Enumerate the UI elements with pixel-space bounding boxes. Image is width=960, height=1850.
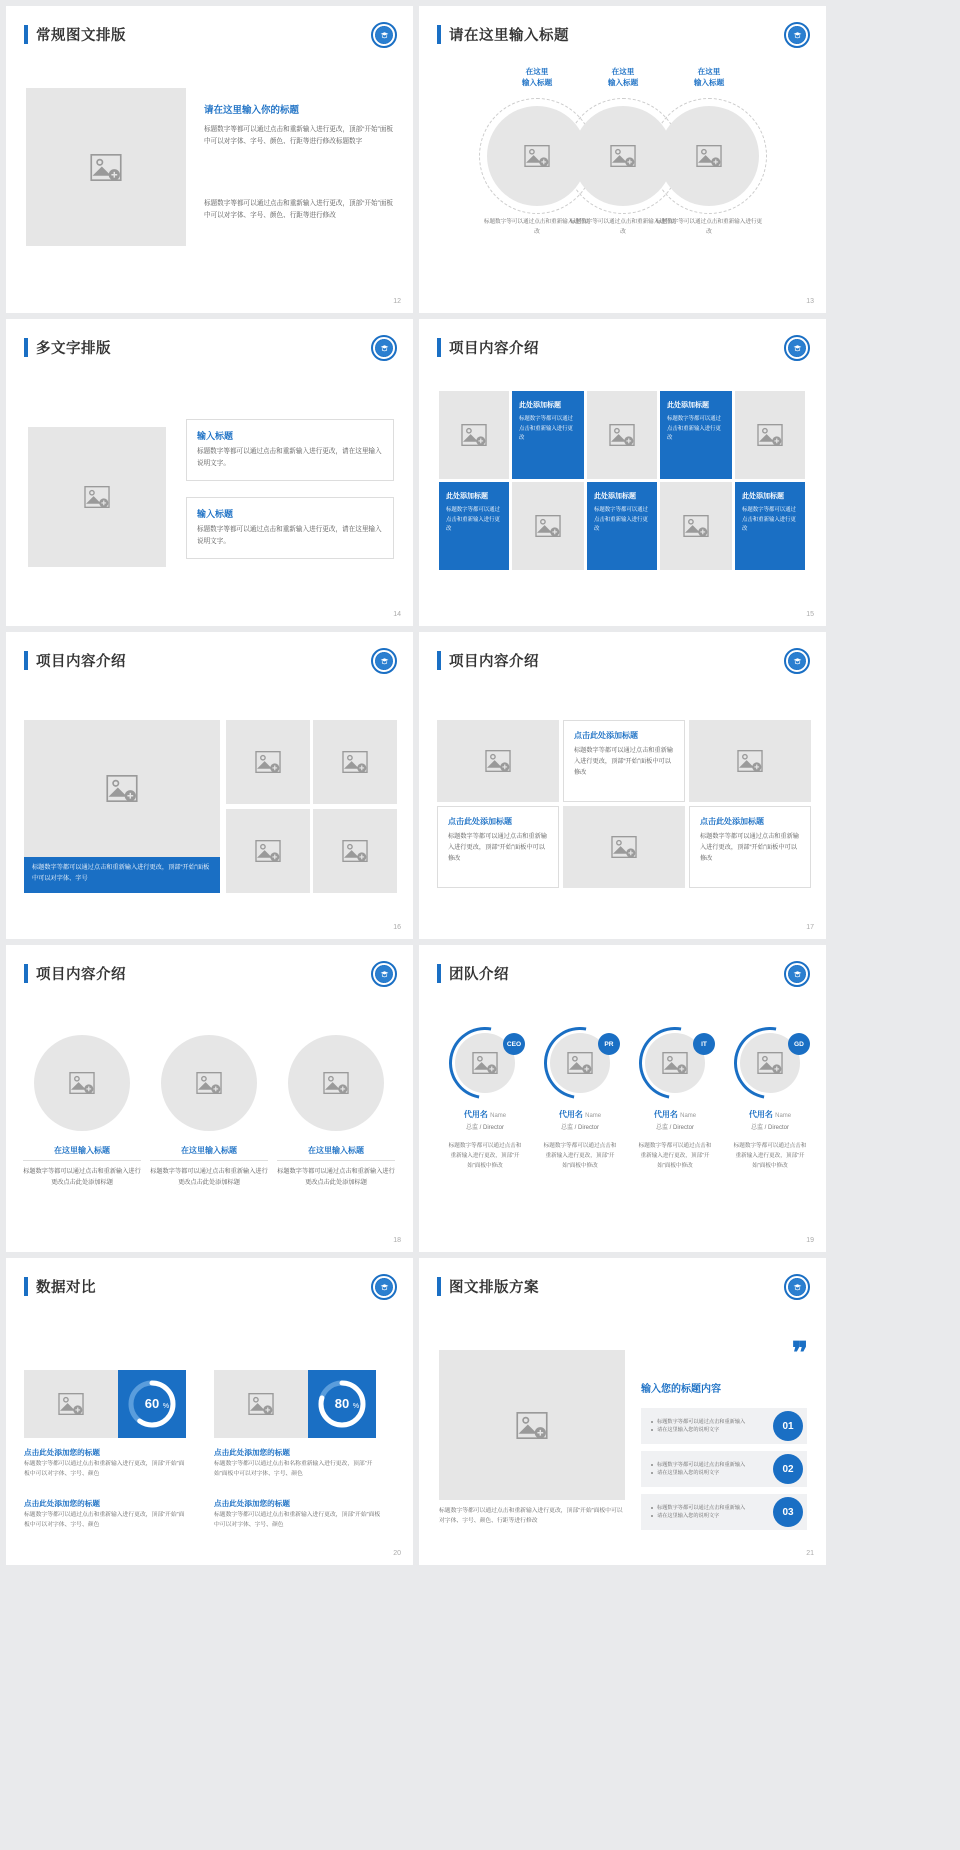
logo-badge <box>784 22 810 48</box>
image-caption: 标题数字等都可以通过点击和重新输入进行更改，顶部“开始”面板中可以对字体、字号、颜色、行距等进行修改 <box>439 1508 623 1525</box>
image-placeholder[interactable] <box>226 809 310 893</box>
image-icon <box>461 424 487 446</box>
image-placeholder[interactable] <box>512 482 584 570</box>
circle-label-3: 在这里 输入标题 <box>693 67 725 88</box>
circle-caption-3: 标题数字等可以通过点击和重新输入进行更改 <box>655 219 763 235</box>
logo-badge <box>371 335 397 361</box>
list-line-2: 请在这里输入您的说明文字 <box>651 1469 767 1477</box>
image-caption: 标题数字等都可以通过点击和重新输入进行更改，顶部“开始”面板中可以对字体、字号 <box>24 857 220 893</box>
image-icon <box>69 1072 95 1094</box>
slide-title <box>437 1276 539 1297</box>
image-icon <box>610 145 636 167</box>
caption-heading: 在这里输入标题 <box>23 1145 141 1161</box>
image-placeholder[interactable] <box>34 1035 130 1131</box>
list-item-text <box>641 1504 773 1520</box>
logo-badge <box>371 648 397 674</box>
image-icon <box>90 154 122 181</box>
avatar[interactable] <box>544 1027 616 1099</box>
shield-icon <box>792 969 803 980</box>
slide-title <box>437 337 539 358</box>
caption-body: 标题数字等都可以通过点击和重新输入进行更改点击此处添加标题 <box>23 1168 141 1187</box>
text-card-2 <box>186 497 394 559</box>
image-icon <box>84 486 110 508</box>
image-icon <box>757 1052 783 1074</box>
member-name-cn: 代用名 <box>653 1110 678 1119</box>
logo-badge <box>371 22 397 48</box>
body-paragraph-2: 标题数字等都可以通过点击和重新输入进行更改，顶部“开始”面板中可以对字体、字号、颜色、行距等进行修改 <box>204 200 394 219</box>
image-placeholder[interactable] <box>214 1370 308 1438</box>
shield-icon <box>379 969 390 980</box>
data-card-2 <box>214 1370 376 1438</box>
slide-19 <box>419 945 826 1252</box>
slide-13 <box>419 6 826 313</box>
logo-badge <box>371 1274 397 1300</box>
tile-body: 标题数字等都可以通过点击和重新输入进行更改 <box>667 416 721 442</box>
caption-block-1 <box>23 1145 141 1188</box>
member-name-cn: 代用名 <box>463 1110 488 1119</box>
tile-heading: 此处添加标题 <box>519 402 561 409</box>
page-number: 17 <box>806 924 814 931</box>
slide-title <box>437 24 569 45</box>
member-name-en: Name <box>775 1113 792 1119</box>
tile-heading: 此处添加标题 <box>594 493 636 500</box>
tile-body: 标题数字等都可以通过点击和重新输入进行更改 <box>742 507 796 533</box>
slide-12 <box>6 6 413 313</box>
member-name-en: Name <box>585 1113 602 1119</box>
role-tag: GD <box>788 1033 810 1055</box>
slide-title <box>24 24 126 45</box>
shield-icon <box>379 656 390 667</box>
image-placeholder[interactable] <box>437 720 559 802</box>
image-placeholder[interactable] <box>659 106 759 206</box>
image-icon <box>683 515 709 537</box>
page-title: 项目内容介绍 <box>449 341 539 357</box>
title-accent-bar <box>437 651 441 670</box>
member-name-en: Name <box>680 1113 697 1119</box>
slide-title <box>24 337 111 358</box>
image-placeholder[interactable] <box>28 427 166 567</box>
list-line-1: 标题数字等都可以通过点击和重新输入 <box>651 1504 767 1512</box>
image-icon <box>106 775 138 802</box>
circle-label-2: 在这里 输入标题 <box>607 67 639 88</box>
list-line-2: 请在这里输入您的说明文字 <box>651 1512 767 1520</box>
page-title: 项目内容介绍 <box>36 654 126 670</box>
card-heading-1: 点击此处添加您的标题 <box>24 1448 100 1457</box>
image-icon <box>567 1052 593 1074</box>
body-paragraph-1: 标题数字等都可以通过点击和重新输入进行更改，顶部“开始”面板中可以对字体、字号、颜色、行距等进行修改标题数字 <box>204 126 394 145</box>
image-placeholder[interactable] <box>226 720 310 804</box>
member-name <box>441 1109 529 1120</box>
badge-inner <box>375 965 393 983</box>
badge-inner <box>788 1278 806 1296</box>
role-tag: CEO <box>503 1033 525 1055</box>
text-tile-3 <box>439 482 509 570</box>
page-number: 18 <box>393 1237 401 1244</box>
donut-unit: % <box>352 1403 360 1410</box>
avatar[interactable] <box>639 1027 711 1099</box>
title-accent-bar <box>24 964 28 983</box>
card-heading: 输入标题 <box>197 431 234 441</box>
team-member-4 <box>726 1027 814 1171</box>
image-icon <box>342 751 368 773</box>
image-icon <box>662 1052 688 1074</box>
text-tile-2 <box>660 391 732 479</box>
logo-badge <box>784 648 810 674</box>
tile-heading: 此处添加标题 <box>446 493 488 500</box>
page-number: 13 <box>806 298 814 305</box>
image-icon <box>472 1052 498 1074</box>
page-title: 多文字排版 <box>36 341 111 357</box>
tile-body: 标题数字等都可以通过点击和重新输入进行更改 <box>594 507 648 533</box>
text-card-2 <box>437 806 559 888</box>
content-grid <box>437 720 811 888</box>
page-number: 16 <box>393 924 401 931</box>
card-heading-2: 点击此处添加您的标题 <box>214 1448 290 1457</box>
image-icon <box>524 145 550 167</box>
card-heading-4: 点击此处添加您的标题 <box>214 1499 290 1508</box>
card-heading: 输入标题 <box>197 509 234 519</box>
title-accent-bar <box>437 1277 441 1296</box>
shield-icon <box>792 343 803 354</box>
member-name <box>726 1109 814 1120</box>
badge-inner <box>375 652 393 670</box>
progress-donut-1 <box>118 1370 186 1438</box>
slide-20 <box>6 1258 413 1565</box>
badge-inner <box>788 26 806 44</box>
quote-icon: ❞ <box>791 1337 806 1370</box>
image-placeholder[interactable] <box>439 391 509 479</box>
title-accent-bar <box>437 25 441 44</box>
image-icon <box>342 840 368 862</box>
donut-unit: % <box>162 1403 170 1410</box>
team-member-3 <box>631 1027 719 1171</box>
image-placeholder[interactable] <box>660 482 732 570</box>
badge-inner <box>788 339 806 357</box>
card-body-3: 标题数字等都可以通过点击和重新输入进行更改，顶部“开始”面板中可以对字体、字号、颜色 <box>24 1512 185 1528</box>
caption-body: 标题数字等都可以通过点击和重新输入进行更改点击此处添加标题 <box>150 1168 268 1187</box>
member-name-cn: 代用名 <box>558 1110 583 1119</box>
page-title: 项目内容介绍 <box>449 654 539 670</box>
image-icon <box>255 840 281 862</box>
card-body: 标题数字等都可以通过点击和重新输入进行更改，顶部“开始”面板中可以修改 <box>448 833 547 862</box>
page-title: 图文排版方案 <box>449 1280 539 1296</box>
member-role: 总监 / Director <box>750 1125 790 1131</box>
member-desc: 标题数字等都可以通过点击和重新输入进行更改，顶部“开始”面板中修改 <box>448 1143 522 1170</box>
data-card-1 <box>24 1370 186 1438</box>
image-icon <box>609 424 635 446</box>
image-icon <box>248 1393 274 1415</box>
team-member-1 <box>441 1027 529 1171</box>
image-placeholder[interactable] <box>563 806 685 888</box>
shield-icon <box>792 30 803 41</box>
list-number: 02 <box>773 1454 803 1484</box>
card-body-2: 标题数字等都可以通过点击和名称重新输入进行更改，顶部“开始”面板中可以对字体、字号、颜色 <box>214 1461 373 1477</box>
logo-badge <box>784 335 810 361</box>
image-placeholder[interactable] <box>313 720 397 804</box>
image-icon <box>696 145 722 167</box>
slide-title <box>437 963 509 984</box>
donut-chart <box>125 1377 179 1431</box>
list-item-text <box>641 1461 773 1477</box>
page-number: 20 <box>393 1550 401 1557</box>
tile-heading: 此处添加标题 <box>667 402 709 409</box>
card-heading-3: 点击此处添加您的标题 <box>24 1499 100 1508</box>
list-item-text <box>641 1418 773 1434</box>
progress-donut-2 <box>308 1370 376 1438</box>
page-title: 团队介绍 <box>449 967 509 983</box>
slide-16 <box>6 632 413 939</box>
card-heading: 点击此处添加标题 <box>574 731 638 740</box>
caption-heading: 在这里输入标题 <box>150 1145 268 1161</box>
image-placeholder[interactable] <box>735 391 805 479</box>
logo-badge <box>784 1274 810 1300</box>
image-icon <box>737 750 763 772</box>
title-accent-bar <box>24 651 28 670</box>
shield-icon <box>792 1282 803 1293</box>
circle-caption-2: 标题数字等可以通过点击和重新输入进行更改 <box>569 219 677 235</box>
card-heading: 点击此处添加标题 <box>448 817 512 826</box>
caption-heading: 在这里输入标题 <box>277 1145 395 1161</box>
title-accent-bar <box>24 25 28 44</box>
content-heading: 请在这里输入你的标题 <box>204 105 300 116</box>
page-number: 21 <box>806 1550 814 1557</box>
shield-icon <box>792 656 803 667</box>
shield-icon <box>379 1282 390 1293</box>
slide-18 <box>6 945 413 1252</box>
page-number: 19 <box>806 1237 814 1244</box>
list-line-1: 标题数字等都可以通过点击和重新输入 <box>651 1461 767 1469</box>
image-placeholder[interactable] <box>161 1035 257 1131</box>
text-tile-5 <box>735 482 805 570</box>
page-title: 请在这里输入标题 <box>449 28 569 44</box>
page-title: 数据对比 <box>36 1280 96 1296</box>
list-line-1: 标题数字等都可以通过点击和重新输入 <box>651 1418 767 1426</box>
list-line-2: 请在这里输入您的说明文字 <box>651 1426 767 1434</box>
image-placeholder[interactable] <box>288 1035 384 1131</box>
page-number: 15 <box>806 611 814 618</box>
member-role: 总监 / Director <box>560 1125 600 1131</box>
shield-icon <box>379 30 390 41</box>
badge-inner <box>375 1278 393 1296</box>
badge-inner <box>788 652 806 670</box>
member-name <box>536 1109 624 1120</box>
list-item <box>641 1451 807 1487</box>
page-number: 12 <box>393 298 401 305</box>
list-number: 03 <box>773 1497 803 1527</box>
slide-title <box>437 650 539 671</box>
text-card-1 <box>186 419 394 481</box>
member-name-en: Name <box>490 1113 507 1119</box>
caption-block-2 <box>150 1145 268 1188</box>
tile-heading: 此处添加标题 <box>742 493 784 500</box>
page-number: 14 <box>393 611 401 618</box>
image-placeholder[interactable] <box>26 88 186 246</box>
tile-body: 标题数字等都可以通过点击和重新输入进行更改 <box>519 416 573 442</box>
image-icon <box>196 1072 222 1094</box>
card-body: 标题数字等都可以通过点击和重新输入进行更改，顶部“开始”面板中可以修改 <box>574 747 673 776</box>
avatar[interactable] <box>734 1027 806 1099</box>
logo-badge <box>784 961 810 987</box>
team-member-2 <box>536 1027 624 1171</box>
image-placeholder[interactable] <box>313 809 397 893</box>
circle-label-1: 在这里 输入标题 <box>521 67 553 88</box>
card-body-1: 标题数字等都可以通过点击和重新输入进行更改，顶部“开始”面板中可以对字体、字号、颜色 <box>24 1461 185 1477</box>
member-desc: 标题数字等都可以通过点击和重新输入进行更改，顶部“开始”面板中修改 <box>638 1143 712 1170</box>
member-role: 总监 / Director <box>655 1125 695 1131</box>
donut-chart <box>315 1377 369 1431</box>
avatar[interactable] <box>449 1027 521 1099</box>
caption-body: 标题数字等都可以通过点击和重新输入进行更改点击此处添加标题 <box>277 1168 395 1187</box>
slide-title <box>24 650 126 671</box>
slide-title <box>24 1276 96 1297</box>
slide-17 <box>419 632 826 939</box>
page-title: 项目内容介绍 <box>36 967 126 983</box>
slide-21 <box>419 1258 826 1565</box>
list-item <box>641 1494 807 1530</box>
image-icon <box>255 751 281 773</box>
logo-badge <box>371 961 397 987</box>
member-desc: 标题数字等都可以通过点击和重新输入进行更改，顶部“开始”面板中修改 <box>733 1143 807 1170</box>
title-accent-bar <box>437 964 441 983</box>
image-icon <box>323 1072 349 1094</box>
image-icon <box>757 424 783 446</box>
member-desc: 标题数字等都可以通过点击和重新输入进行更改，顶部“开始”面板中修改 <box>543 1143 617 1170</box>
page-title: 常规图文排版 <box>36 28 126 44</box>
card-body-4: 标题数字等都可以通过点击和重新输入进行更改，顶部“开始”面板中可以对字体、字号、颜色 <box>214 1512 381 1528</box>
slide-title <box>24 963 126 984</box>
donut-value: 60 <box>144 1396 160 1411</box>
image-icon <box>485 750 511 772</box>
list-number: 01 <box>773 1411 803 1441</box>
title-accent-bar <box>437 338 441 357</box>
card-body: 标题数字等都可以通过点击和重新输入进行更改，顶部“开始”面板中可以修改 <box>700 833 799 862</box>
card-heading: 点击此处添加标题 <box>700 817 764 826</box>
image-placeholder[interactable] <box>24 1370 118 1438</box>
image-placeholder-main[interactable] <box>24 720 220 857</box>
caption-block-3 <box>277 1145 395 1188</box>
mosaic-grid <box>439 391 805 570</box>
text-card-1 <box>563 720 685 802</box>
image-icon <box>535 515 561 537</box>
slide-15 <box>419 319 826 626</box>
image-icon <box>516 1412 548 1439</box>
shield-icon <box>379 343 390 354</box>
text-tile-1 <box>512 391 584 479</box>
image-icon <box>611 836 637 858</box>
image-placeholder[interactable] <box>689 720 811 802</box>
list-item <box>641 1408 807 1444</box>
circle-caption-1: 标题数字等可以通过点击和重新输入进行更改 <box>483 219 591 235</box>
badge-inner <box>375 339 393 357</box>
role-tag: IT <box>693 1033 715 1055</box>
image-placeholder[interactable] <box>587 391 657 479</box>
image-icon <box>58 1393 84 1415</box>
card-body: 标题数字等都可以通过点击和重新输入进行更改，请在这里输入说明文字。 <box>197 526 382 545</box>
title-accent-bar <box>24 1277 28 1296</box>
role-tag: PR <box>598 1033 620 1055</box>
member-name <box>631 1109 719 1120</box>
text-tile-4 <box>587 482 657 570</box>
text-card-3 <box>689 806 811 888</box>
title-accent-bar <box>24 338 28 357</box>
donut-value: 80 <box>334 1396 350 1411</box>
badge-inner <box>788 965 806 983</box>
member-name-cn: 代用名 <box>748 1110 773 1119</box>
tile-body: 标题数字等都可以通过点击和重新输入进行更改 <box>446 507 500 533</box>
card-body: 标题数字等都可以通过点击和重新输入进行更改，请在这里输入说明文字。 <box>197 448 382 467</box>
image-placeholder[interactable] <box>573 106 673 206</box>
badge-inner <box>375 26 393 44</box>
slide-14 <box>6 319 413 626</box>
image-placeholder[interactable] <box>487 106 587 206</box>
image-placeholder[interactable] <box>439 1350 625 1500</box>
content-heading: 输入您的标题内容 <box>641 1384 721 1395</box>
member-role: 总监 / Director <box>465 1125 505 1131</box>
